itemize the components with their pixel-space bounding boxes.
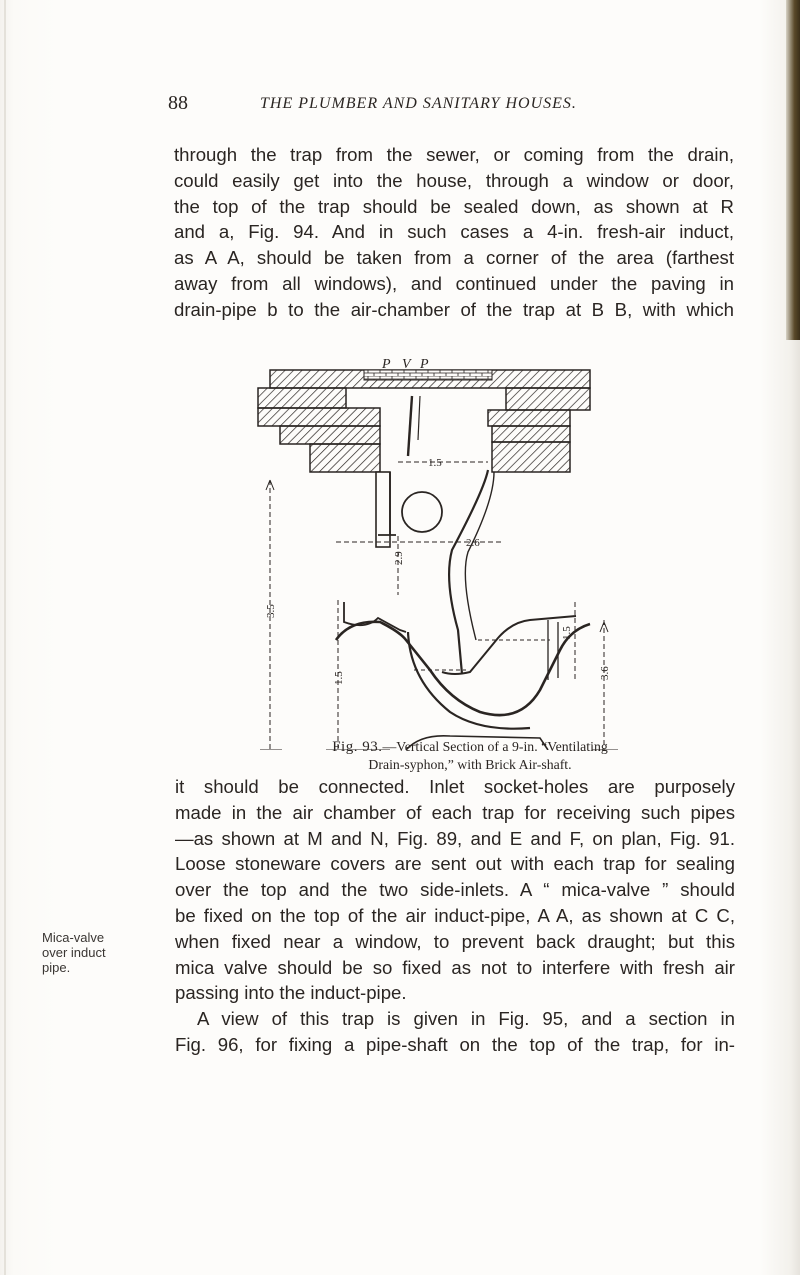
paragraph-1 (174, 142, 734, 323)
caption-line-1: —Vertical Section of a 9-in. “Ventilating (382, 739, 608, 754)
text-line: Loose stoneware covers are sent out with each trap for sealing (175, 853, 735, 875)
label-dim-top: 1.5 (428, 457, 442, 469)
text-line: be fixed on the top of the air induct-pipe, A A, as shown at C C, (175, 904, 735, 926)
page-binding-edge (786, 0, 800, 340)
running-header (168, 92, 728, 122)
drain-syphon-section-figure (230, 340, 630, 750)
marginal-note-line: over induct (42, 945, 106, 960)
syphon-trap-body (336, 470, 590, 750)
label-top-b: V (402, 357, 411, 372)
text-line: passing into the induct-pipe. (175, 982, 407, 1004)
label-dim-center: 1.5 (333, 671, 345, 685)
text-line: mica valve should be so fixed as not to interfere with fresh air (175, 956, 735, 978)
label-dim-left: 3.5 (265, 604, 277, 618)
text-line: it should be connected. Inlet socket-holes are purposely (175, 776, 735, 797)
text-line: A view of this trap is given in Fig. 95, and a section in (197, 1008, 735, 1030)
figure-caption (180, 738, 760, 773)
paving-strip (270, 370, 590, 388)
text-line: over the top and the two side-inlets. A “ mica-valve ” should (175, 879, 735, 901)
right-brick-shaft (488, 388, 590, 472)
running-title: THE PLUMBER AND SANITARY HOUSES. (260, 95, 577, 112)
label-top-c: P (420, 357, 429, 372)
air-shaft-pipe (408, 396, 420, 456)
marginal-note-line: Mica-valve (42, 930, 105, 945)
label-dim-inner: 2.9 (393, 551, 405, 565)
text-line: and a, Fig. 94. And in such cases a 4-in. fresh-air induct, (174, 221, 734, 243)
text-line: when fixed near a window, to prevent back draught; but this (175, 930, 735, 952)
dimension-lines (260, 462, 618, 750)
text-line: —as shown at M and N, Fig. 89, and E and F, on plan, Fig. 91. (175, 827, 735, 849)
label-dim-mid: 2.6 (466, 537, 480, 549)
label-dim-right-bottom: 3.6 (599, 666, 611, 680)
marginal-note (42, 930, 142, 975)
left-brick-shaft (258, 388, 390, 547)
label-top-a: P (382, 357, 391, 372)
page-number: 88 (168, 92, 188, 114)
marginal-note-line: pipe. (42, 960, 71, 975)
label-dim-right-top: 1.5 (561, 626, 573, 640)
text-line: drain-pipe b to the air-chamber of the trap at B B, with which (174, 298, 734, 320)
figure-number: Fig. 93. (332, 739, 383, 755)
text-line: made in the air chamber of each trap for receiving such pipes (175, 801, 735, 823)
paragraph-2 (175, 774, 735, 1058)
access-opening (402, 492, 442, 532)
text-line: as A A, should be taken from a corner of the area (farthest (174, 247, 734, 269)
text-line: away from all windows), and continued under the paving in (174, 272, 734, 294)
text-line: could easily get into the house, through a window or door, (174, 169, 734, 191)
page-gutter-edge (4, 0, 6, 1275)
caption-line-2: Drain-syphon,” with Brick Air-shaft. (368, 757, 572, 772)
text-line: the top of the trap should be sealed down, as shown at R (174, 195, 734, 217)
text-line: through the trap from the sewer, or coming from the drain, (174, 144, 734, 165)
text-line: Fig. 96, for fixing a pipe-shaft on the top of the trap, for in- (175, 1033, 735, 1055)
